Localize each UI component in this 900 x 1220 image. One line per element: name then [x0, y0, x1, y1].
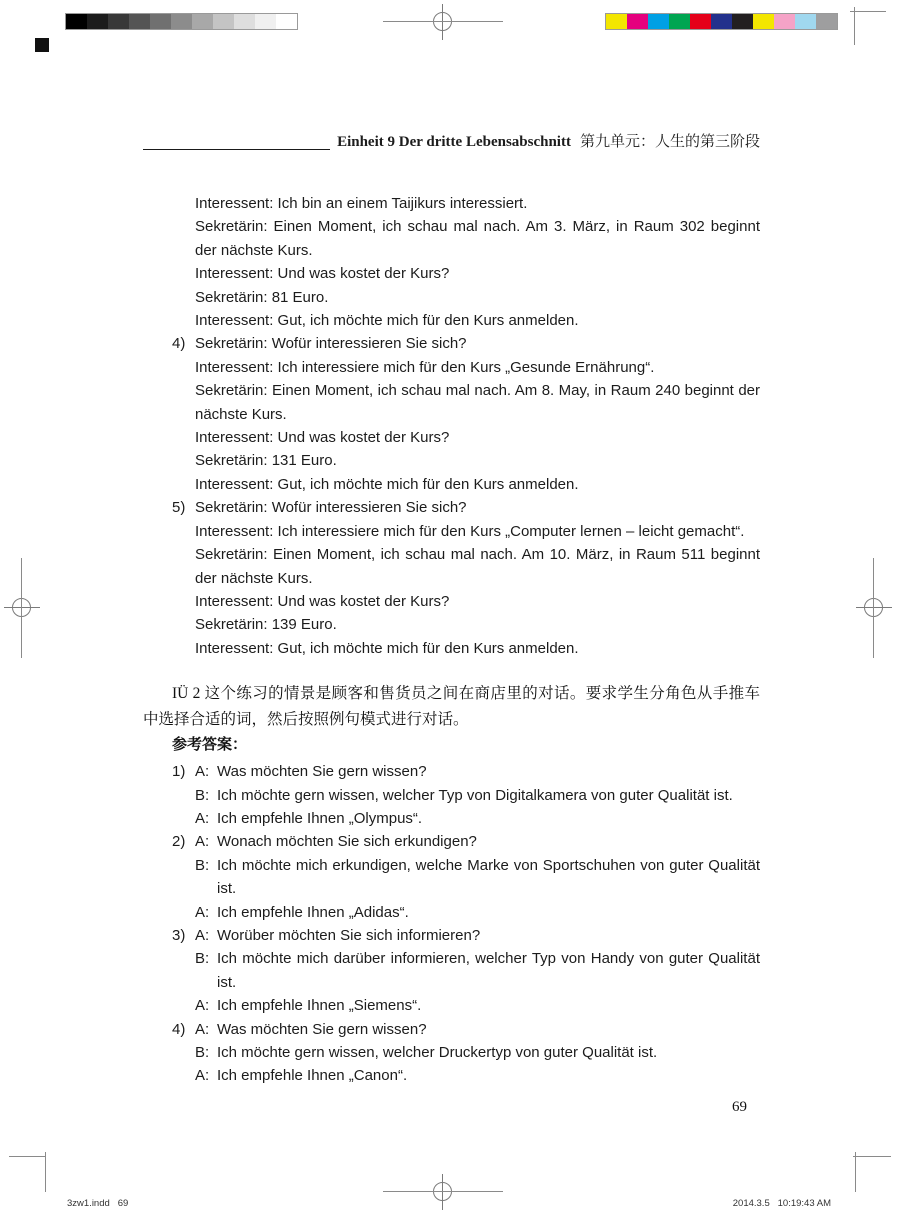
dialog-item-5	[143, 496, 760, 660]
registration-mark-right	[856, 590, 892, 626]
calibration-swatch	[129, 14, 150, 29]
answer-item-2	[143, 830, 760, 924]
calibration-swatch	[816, 14, 837, 29]
speaker-label: B:	[195, 856, 210, 874]
crop-mark	[383, 21, 503, 22]
answer-item-3	[143, 924, 760, 1018]
answer-text: Ich empfehle Ihnen „Siemens“.	[217, 997, 422, 1015]
calibration-swatch	[276, 14, 297, 29]
dialog-line: Sekretärin: Wofür interessieren Sie sich?	[195, 335, 467, 353]
calibration-swatch	[606, 14, 627, 29]
answer-line	[195, 760, 760, 783]
dialog-line: Interessent: Und was kostet der Kurs?	[195, 592, 450, 610]
dialog-line: Interessent: Gut, ich möchte mich für den Kurs anmelden.	[195, 312, 579, 330]
page-content	[143, 192, 760, 1088]
answer-text: Ich möchte mich erkundigen, welche Marke von Sportschuhen von guter Qualität ist.	[217, 856, 760, 898]
calibration-swatch	[66, 14, 87, 29]
crop-mark	[853, 1156, 891, 1157]
dialog-line: Sekretärin: Einen Moment, ich schau mal nach. Am 10. März, in Raum 511 beginnt der nächste Kurs.	[195, 546, 760, 587]
dialog-line: Sekretärin: 81 Euro.	[195, 288, 329, 306]
answer-item-number: 2)	[172, 833, 186, 851]
exercise-instruction-chinese: IÜ 2 这个练习的情景是顾客和售货员之间在商店里的对话。要求学生分角色从手推车中选择合适的词，然后按照例句模式进行对话。	[143, 685, 760, 728]
footer-timestamp: 2014.3.5 10:19:43 AM	[732, 1198, 831, 1209]
answer-line	[195, 1041, 760, 1064]
answer-line	[195, 924, 760, 947]
calibration-swatch	[171, 14, 192, 29]
speaker-label: A:	[195, 1020, 210, 1038]
dialog-line: Interessent: Ich interessiere mich für den Kurs „Gesunde Ernährung“.	[195, 358, 655, 376]
speaker-label: B:	[195, 1044, 210, 1061]
speaker-label: A:	[195, 833, 210, 851]
calibration-swatch	[774, 14, 795, 29]
registration-mark-left	[4, 590, 40, 626]
crop-mark	[383, 1191, 503, 1192]
grayscale-calibration-bar	[65, 13, 298, 30]
calibration-swatch	[87, 14, 108, 29]
calibration-swatch	[795, 14, 816, 29]
dialog-line: Interessent: Und was kostet der Kurs?	[195, 265, 450, 283]
dialog-line: Interessent: Ich bin an einem Taijikurs interessiert.	[195, 195, 528, 212]
answer-line	[195, 947, 760, 994]
dialog-item-number: 4)	[172, 335, 186, 353]
answer-line	[195, 994, 760, 1017]
answer-text: Was möchten Sie gern wissen?	[217, 763, 427, 781]
calibration-swatch	[627, 14, 648, 29]
calibration-swatch	[648, 14, 669, 29]
calibration-swatch	[690, 14, 711, 29]
dialog-continuation	[195, 192, 760, 332]
speaker-label: A:	[195, 1067, 210, 1085]
dialog-line: Interessent: Und was kostet der Kurs?	[195, 429, 450, 447]
dialog-line: Sekretärin: 139 Euro.	[195, 616, 337, 634]
dialog-line: Sekretärin: Wofür interessieren Sie sich?	[195, 499, 467, 517]
reference-answers-heading: 参考答案：	[172, 736, 248, 754]
header-title-german: Einheit 9 Der dritte Lebensabschnitt	[337, 134, 571, 150]
crop-mark	[45, 1152, 46, 1192]
answer-line	[195, 1064, 760, 1087]
crop-mark	[854, 7, 855, 45]
answer-text: Ich möchte gern wissen, welcher Druckertyp von guter Qualität ist.	[217, 1044, 658, 1061]
answer-line	[195, 901, 760, 924]
speaker-label: A:	[195, 763, 210, 781]
crop-mark	[873, 558, 874, 658]
answer-text: Ich empfehle Ihnen „Olympus“.	[217, 809, 423, 827]
answer-text: Was möchten Sie gern wissen?	[217, 1020, 427, 1038]
page-number: 69	[732, 1099, 747, 1115]
dialog-line: Interessent: Gut, ich möchte mich für den Kurs anmelden.	[195, 475, 579, 493]
answer-line	[195, 784, 760, 807]
speaker-label: B:	[195, 786, 210, 804]
header-rule	[143, 149, 330, 150]
speaker-label: A:	[195, 903, 210, 921]
dialog-line: Sekretärin: Einen Moment, ich schau mal nach. Am 3. März, in Raum 302 beginnt der nächste Kurs.	[195, 218, 760, 259]
calibration-swatch	[108, 14, 129, 29]
calibration-swatch	[234, 14, 255, 29]
answer-text: Ich möchte mich darüber informieren, welcher Typ von Handy von guter Qualität ist.	[217, 950, 760, 991]
page-header	[143, 132, 760, 153]
answer-item-4	[143, 1018, 760, 1088]
header-title-chinese: 第九单元：人生的第三阶段	[579, 134, 760, 150]
calibration-swatch	[711, 14, 732, 29]
calibration-swatch	[669, 14, 690, 29]
dialog-line: Sekretärin: 131 Euro.	[195, 452, 337, 470]
calibration-swatch	[255, 14, 276, 29]
corner-mark-square	[35, 38, 49, 52]
answer-line	[195, 830, 760, 853]
answer-line	[195, 807, 760, 830]
crop-mark	[855, 1152, 856, 1192]
crop-mark	[850, 11, 886, 12]
answer-item-number: 3)	[172, 926, 186, 944]
dialog-line: Interessent: Ich interessiere mich für den Kurs „Computer lernen – leicht gemacht“.	[195, 522, 745, 540]
dialog-item-4	[143, 332, 760, 496]
speaker-label: A:	[195, 997, 210, 1015]
crop-mark	[21, 558, 22, 658]
answer-item-1	[143, 760, 760, 830]
dialog-item-number: 5)	[172, 499, 186, 517]
calibration-swatch	[150, 14, 171, 29]
crop-mark	[9, 1156, 46, 1157]
speaker-label: B:	[195, 950, 210, 968]
calibration-swatch	[732, 14, 753, 29]
footer-file-slug: 3zw1.indd 69	[67, 1198, 129, 1209]
answer-line	[195, 1018, 760, 1041]
dialog-line: Interessent: Gut, ich möchte mich für den Kurs anmelden.	[195, 639, 579, 657]
answer-item-number: 1)	[172, 763, 186, 781]
answer-text: Worüber möchten Sie sich informieren?	[217, 926, 481, 944]
answer-text: Wonach möchten Sie sich erkundigen?	[217, 833, 477, 851]
answer-text: Ich empfehle Ihnen „Canon“.	[217, 1067, 408, 1085]
color-calibration-bar	[605, 13, 838, 30]
dialog-line: Sekretärin: Einen Moment, ich schau mal nach. Am 8. May, in Raum 240 beginnt der nächste Kurs.	[195, 382, 760, 423]
registration-mark-bottom	[425, 1174, 461, 1210]
calibration-swatch	[192, 14, 213, 29]
answer-text: Ich möchte gern wissen, welcher Typ von Digitalkamera von guter Qualität ist.	[217, 786, 733, 804]
answer-line	[195, 854, 760, 901]
answer-text: Ich empfehle Ihnen „Adidas“.	[217, 903, 409, 921]
speaker-label: A:	[195, 926, 210, 944]
calibration-swatch	[213, 14, 234, 29]
answer-item-number: 4)	[172, 1020, 186, 1038]
calibration-swatch	[753, 14, 774, 29]
speaker-label: A:	[195, 809, 210, 827]
registration-mark-top	[425, 4, 461, 40]
